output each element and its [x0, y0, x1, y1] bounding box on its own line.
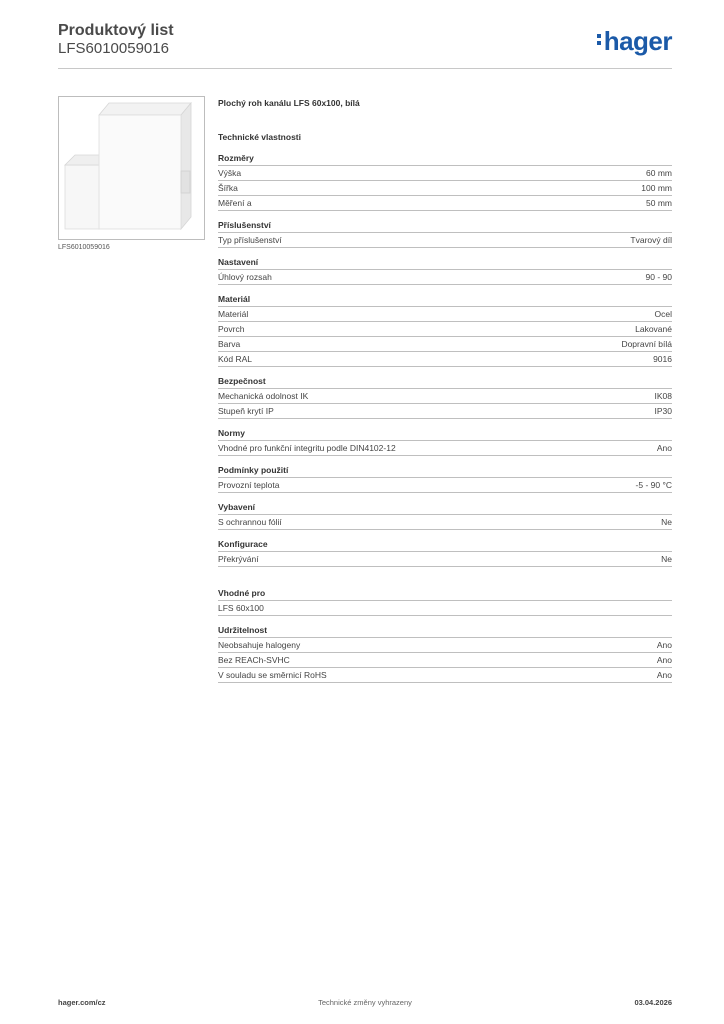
section-title: Vybavení	[218, 501, 672, 515]
spec-row	[218, 638, 672, 653]
spec-value: IP30	[654, 406, 672, 416]
image-caption: LFS6010059016	[58, 244, 110, 251]
spec-row	[218, 166, 672, 181]
spec-label: Stupeň krytí IP	[218, 406, 274, 416]
spec-row	[218, 552, 672, 567]
footer-website: hager.com/cz	[58, 998, 106, 1007]
spec-value: IK08	[654, 391, 672, 401]
spec-value: Tvarový díl	[630, 235, 672, 245]
spec-value: Ano	[656, 655, 672, 665]
section-title: Materiál	[218, 293, 672, 307]
product-image	[58, 96, 205, 240]
spec-label: Typ příslušenství	[218, 235, 282, 245]
page-header	[58, 20, 672, 69]
section-title: Udržitelnost	[218, 624, 672, 638]
spec-section	[218, 587, 672, 616]
spec-section	[218, 501, 672, 530]
footer-date: 03.04.2026	[634, 998, 672, 1007]
spec-label: Povrch	[218, 324, 245, 334]
properties-sections	[218, 152, 672, 567]
spec-row	[218, 515, 672, 530]
spec-value: 50 mm	[646, 198, 672, 208]
section-title: Příslušenství	[218, 219, 672, 233]
technical-properties-title: Technické vlastnosti	[218, 132, 301, 142]
spec-label: Barva	[218, 339, 241, 349]
logo-text: hager	[603, 26, 672, 56]
section-title: Podmínky použití	[218, 464, 672, 478]
section-title: Konfigurace	[218, 538, 672, 552]
spec-row	[218, 322, 672, 337]
spec-label: Překrývání	[218, 554, 259, 564]
product-name: Plochý roh kanálu LFS 60x100, bílá	[218, 98, 360, 108]
spec-value: Lakované	[635, 324, 672, 334]
spec-row	[218, 404, 672, 419]
spec-value: 100 mm	[641, 183, 672, 193]
section-title: Bezpečnost	[218, 375, 672, 389]
spec-row	[218, 478, 672, 493]
spec-label: Šířka	[218, 183, 238, 193]
spec-value: -5 - 90 °C	[635, 480, 672, 490]
spec-label: Provozní teplota	[218, 480, 280, 490]
spec-value: 60 mm	[646, 168, 672, 178]
spec-row	[218, 307, 672, 322]
spec-row	[218, 389, 672, 404]
spec-row	[218, 601, 672, 616]
spec-row	[218, 352, 672, 367]
logo-dots-icon	[597, 31, 602, 48]
spec-row	[218, 181, 672, 196]
spec-section	[218, 624, 672, 683]
section-title: Vhodné pro	[218, 587, 672, 601]
spec-label: Materiál	[218, 309, 249, 319]
spec-section	[218, 256, 672, 285]
spec-value: Ano	[656, 640, 672, 650]
spec-label: Výška	[218, 168, 242, 178]
section-title: Rozměry	[218, 152, 672, 166]
section-title: Nastavení	[218, 256, 672, 270]
spec-label: Mechanická odolnost IK	[218, 391, 309, 401]
spec-value: 9016	[653, 354, 672, 364]
spec-section	[218, 293, 672, 367]
product-details	[218, 96, 672, 683]
spec-section	[218, 375, 672, 419]
footer-notice: Technické změny vyhrazeny	[318, 998, 412, 1007]
spec-value: Ano	[656, 443, 672, 453]
spec-value: Ano	[656, 670, 672, 680]
spec-label: Vhodné pro funkční integritu podle DIN4102-12	[218, 443, 396, 453]
spec-value: Ocel	[654, 309, 672, 319]
spec-row	[218, 233, 672, 248]
spec-label: Měření a	[218, 198, 252, 208]
spec-row	[218, 441, 672, 456]
cable-trunking-corner-image	[59, 97, 204, 239]
suitable-for-section	[218, 587, 672, 616]
spec-value: Ne	[661, 554, 672, 564]
spec-label: Kód RAL	[218, 354, 253, 364]
section-title: Normy	[218, 427, 672, 441]
spec-section	[218, 427, 672, 456]
spec-section	[218, 152, 672, 211]
spec-row	[218, 196, 672, 211]
spec-label: S ochrannou fólií	[218, 517, 282, 527]
document-title: Produktový list	[58, 22, 174, 39]
spec-row	[218, 668, 672, 683]
spec-section	[218, 538, 672, 567]
spec-row	[218, 270, 672, 285]
spec-label: LFS 60x100	[218, 603, 264, 613]
spec-row	[218, 337, 672, 352]
spec-section	[218, 464, 672, 493]
spec-label: V souladu se směrnicí RoHS	[218, 670, 327, 680]
spec-section	[218, 219, 672, 248]
sustainability-section	[218, 624, 672, 683]
hager-logo	[597, 26, 672, 57]
spec-label: Bez REACh-SVHC	[218, 655, 290, 665]
spec-label: Neobsahuje halogeny	[218, 640, 301, 650]
product-code: LFS6010059016	[58, 40, 169, 57]
spec-value: Dopravní bílá	[621, 339, 672, 349]
spec-value: Ne	[661, 517, 672, 527]
spec-label: Úhlový rozsah	[218, 272, 272, 282]
spec-value: 90 - 90	[645, 272, 672, 282]
spec-row	[218, 653, 672, 668]
